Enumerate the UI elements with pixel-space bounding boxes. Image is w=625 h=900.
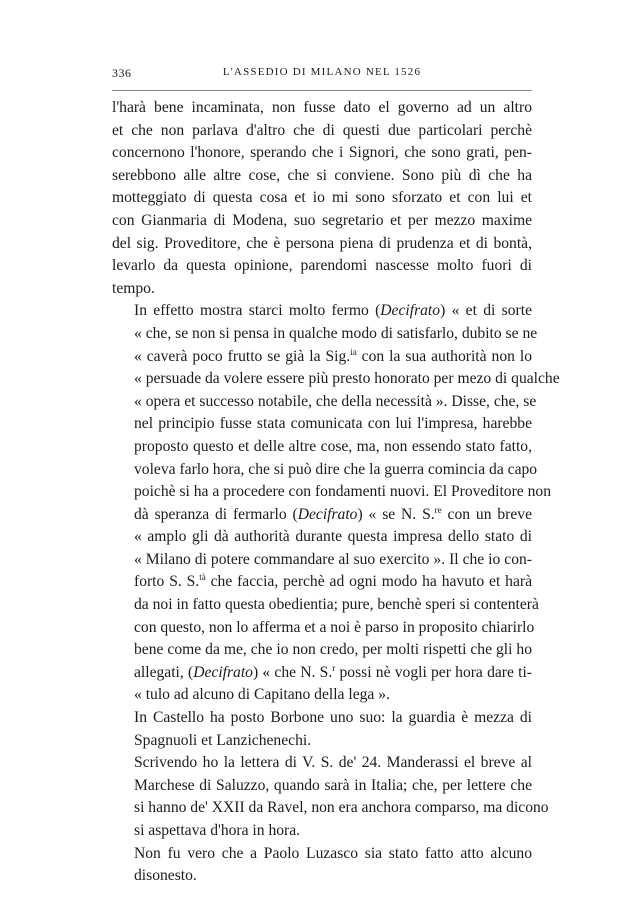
paragraph [112,752,549,842]
text-line: tempo. [112,279,155,297]
header-rule [112,90,532,91]
text-line: « tulo ad alcuno di Capitano della lega ». [134,686,390,704]
text-line: « caverà poco frutto se già la Sig.$^{ia}$ con la sua authorità non lo [134,346,533,365]
text-line: Marchese di Saluzzo, quando sarà in Italia; che, per lettere che [134,776,532,794]
text-line: Spagnuoli et Lanzichenechi. [134,731,312,749]
text-line: allegati, (Decifrato) « che N. S.$^r$ possi nè vogli per hora dare ti- [134,662,532,681]
text-line: Non fu vero che a Paolo Luzasco sia stato fatto atto alcuno [134,844,532,862]
paragraph [112,300,560,707]
text-line: poichè si ha a procedere con fondamenti nuovi. El Proveditore non [134,483,552,501]
text-line: levarlo da questa opinione, parendomi nascesse molto fuori di [112,257,532,275]
text-line: del sig. Proveditore, che è persona piena di prudenza et di bontà, [112,234,532,252]
text-line: voleva farlo hora, che si può dire che la guerra comincia da capo [134,460,538,478]
body-text [112,97,560,888]
text-line: In effetto mostra starci molto fermo (Decifrato) « et di sorte [134,302,532,320]
text-line: forto S. S.$^{tà}$ che faccia, perchè ad ogni modo ha havuto et harà [134,572,532,591]
page-number: 336 [112,66,132,80]
text-line: concernono l'honore, sperando che i Signori, che sono grati, pen- [112,144,532,162]
text-line: con questo, non lo afferma et a noi è parso in proposito chiarirlo [134,618,535,636]
text-line: « persuade da volere essere più presto honorato per mezo di qualche [134,370,560,388]
text-line: « Milano di potere commandare al suo exercito ». Il che io con- [134,550,532,568]
text-line: da noi in fatto questa obedientia; pure, benchè speri si contenterà [134,596,539,614]
text-line: « amplo gli dà authorità durante questa impresa dello stato di [134,528,532,546]
text-line: motteggiato di questa cosa et io mi sono sforzato et con lui et [112,189,532,207]
text-line: et che non parlava d'altro che di questi due particolari perchè [112,121,532,139]
text-line: bene come da me, che io non credo, per molti rispetti che gli ho [134,641,532,659]
running-title: L'ASSEDIO DI MILANO NEL 1526 [222,66,422,78]
paragraph [112,707,532,752]
text-line: Scrivendo ho la lettera di V. S. de' 24. Manderassi el breve al [134,754,532,772]
text-line: « opera et successo notabile, che della necessità ». Disse, che, se [134,392,537,410]
paragraph [112,97,532,300]
text-line: serebbono alle altre cose, che si conviene. Sono più dì che ha [112,166,532,184]
text-line: disonesto. [134,867,197,885]
running-head [112,66,532,84]
text-line: nel principio fusse stata comunicata con lui l'impresa, harebbe [134,415,532,433]
paragraph [112,843,532,888]
text-line: con Gianmaria di Modena, suo segretario et per mezzo maxime [112,211,532,229]
text-line: si hanno de' XXII da Ravel, non era anchora comparso, ma dicono [134,799,549,817]
text-line: « che, se non si pensa in qualche modo di satisfarlo, dubito se ne [134,324,538,342]
text-line: In Castello ha posto Borbone uno suo: la guardia è mezza di [134,709,532,727]
text-line: dà speranza di fermarlo (Decifrato) « se N. S.$^{re}$ con un breve [134,504,532,523]
text-line: l'harà bene incaminata, non fusse dato el governo ad un altro [112,99,532,116]
text-line: si aspettava d'hora in hora. [134,822,301,839]
text-line: proposto questo et delle altre cose, ma, non essendo stato fatto, [134,437,532,455]
